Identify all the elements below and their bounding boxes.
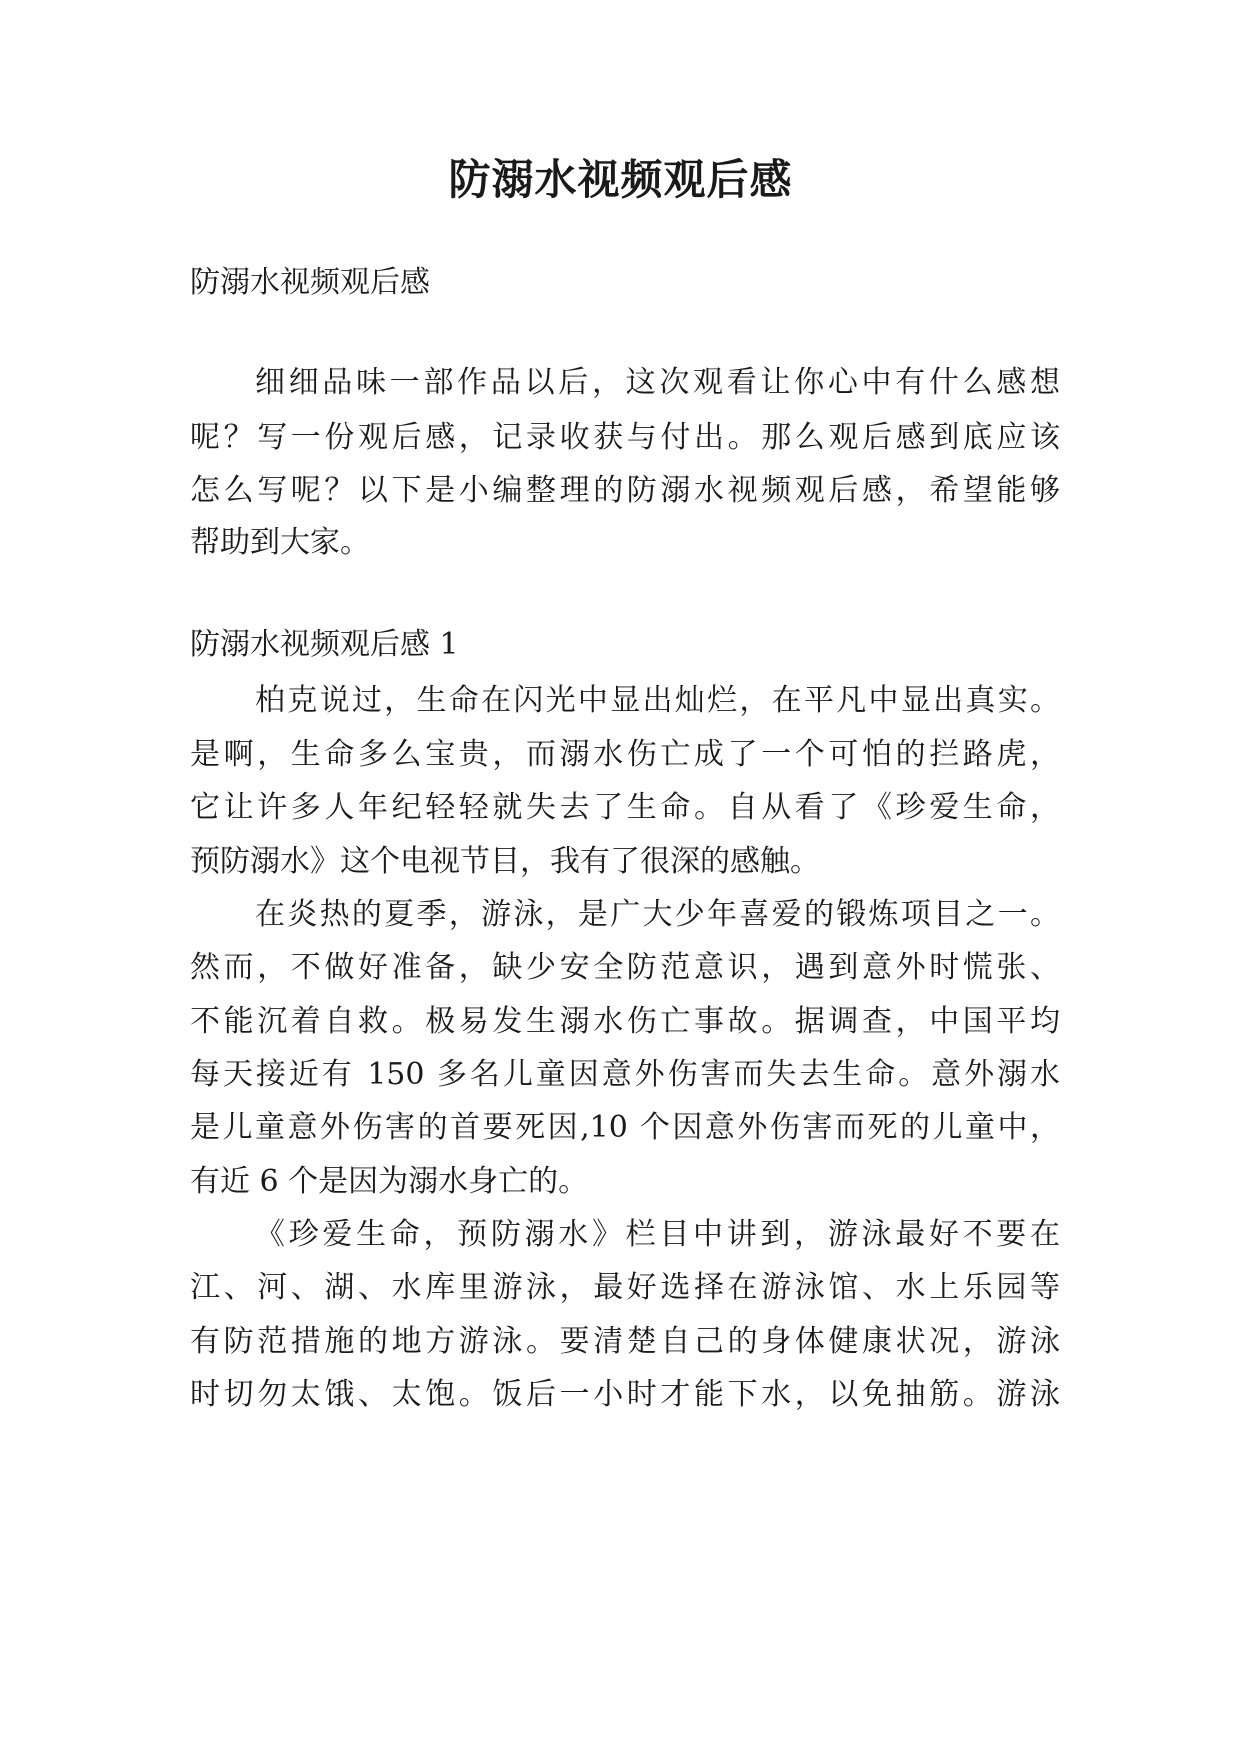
intro-line: 怎么写呢？以下是小编整理的防溺水视频观后感，希望能够 [190, 473, 1060, 508]
paragraph-line: 《珍爱生命，预防溺水》栏目中讲到，游泳最好不要在 [255, 1217, 1060, 1252]
paragraph-line: 有防范措施的地方游泳。要清楚自己的身体健康状况，游泳 [190, 1324, 1060, 1359]
document-title: 防溺水视频观后感 [448, 155, 793, 204]
paragraph-line: 不能沉着自救。极易发生溺水伤亡事故。据调查，中国平均 [190, 1004, 1060, 1039]
paragraph-line: 然而，不做好准备，缺少安全防范意识，遇到意外时慌张、 [190, 950, 1060, 985]
paragraph-line: 是儿童意外伤害的首要死因,10 个因意外伤害而死的儿童中， [190, 1110, 1060, 1145]
intro-line: 呢？写一份观后感，记录收获与付出。那么观后感到底应该 [190, 420, 1060, 455]
paragraph-line: 在炎热的夏季，游泳，是广大少年喜爱的锻炼项目之一。 [255, 897, 1060, 932]
paragraph-line: 预防溺水》这个电视节目，我有了很深的感触。 [190, 844, 820, 879]
paragraph-line: 它让许多人年纪轻轻就失去了生命。自从看了《珍爱生命， [190, 790, 1060, 825]
paragraph-line: 每天接近有 150 多名儿童因意外伤害而失去生命。意外溺水 [190, 1057, 1060, 1092]
paragraph-line: 柏克说过，生命在闪光中显出灿烂，在平凡中显出真实。 [255, 683, 1060, 718]
document-subtitle: 防溺水视频观后感 [190, 265, 430, 300]
intro-line: 帮助到大家。 [190, 525, 370, 560]
intro-line: 细细品味一部作品以后，这次观看让你心中有什么感想 [255, 365, 1060, 400]
paragraph-line: 是啊，生命多么宝贵，而溺水伤亡成了一个可怕的拦路虎， [190, 737, 1060, 772]
section-heading: 防溺水视频观后感 1 [190, 627, 459, 662]
paragraph-line: 时切勿太饿、太饱。饭后一小时才能下水，以免抽筋。游泳 [190, 1377, 1060, 1412]
paragraph-line: 有近 6 个是因为溺水身亡的。 [190, 1164, 589, 1199]
paragraph-line: 江、河、湖、水库里游泳，最好选择在游泳馆、水上乐园等 [190, 1270, 1060, 1305]
